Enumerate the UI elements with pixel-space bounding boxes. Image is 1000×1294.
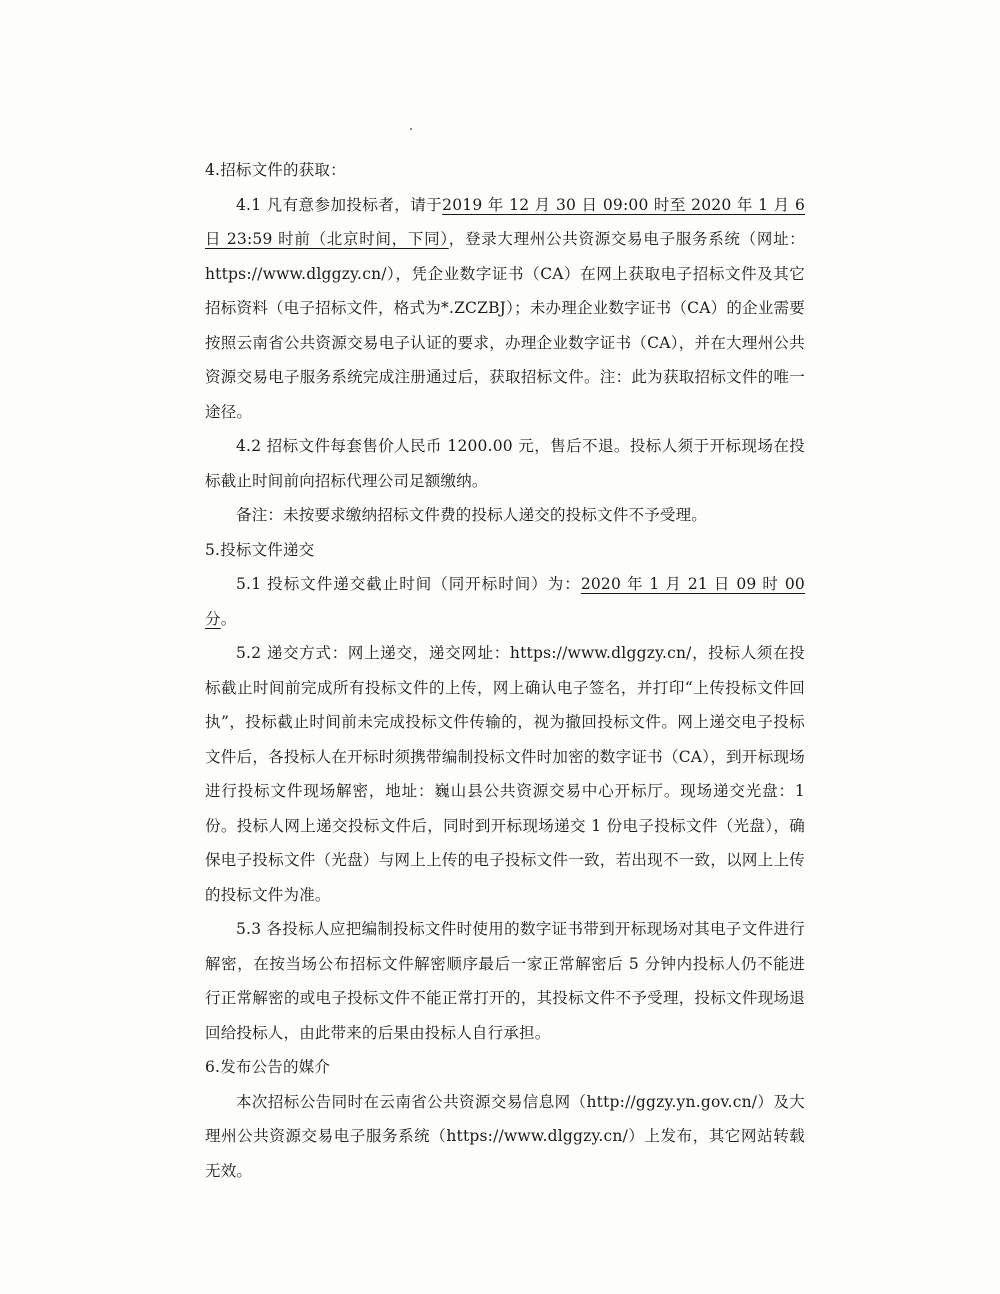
section-4-1-rest: ，登录大理州公共资源交易电子服务系统（网址：https://www.dlggzy.cn/），凭企业数字证书（CA）在网上获取电子招标文件及其它招标资料（电子招标文件，格式为*.ZCZBJ）；未办理企业数字证书（CA）的企业需要按照云南省公共资源交易电子认证的要求，办理企业数字证书（CA），并在大理州公共资源交易电子服务系统完成注册通过后，获取招标文件。注：此为获取招标文件的唯一途径。 xyxy=(205,230,805,421)
section-4-1-lead: 4.1 凡有意参加投标者，请于 xyxy=(236,195,443,214)
section-6-paragraph: 本次招标公告同时在云南省公共资源交易信息网（http://ggzy.yn.gov.cn/）及大理州公共资源交易电子服务系统（https://www.dlggzy.cn/）上发布，其它网站转载无效。 xyxy=(205,1092,805,1180)
section-4-note: 备注：未按要求缴纳招标文件费的投标人递交的投标文件不予受理。 xyxy=(236,506,708,524)
section-4-heading: 4.招标文件的获取： xyxy=(205,161,346,179)
section-5-3-paragraph: 5.3 各投标人应把编制投标文件时使用的数字证书带到开标现场对其电子文件进行解密，在按当场公布招标文件解密顺序最后一家正常解密后 5 分钟内投标人仍不能进行正常解密的或电子投标文件不能正常打开的，其投标文件不予受理，投标文件现场退回给投标人，由此带来的后果由投标人自行承担。 xyxy=(205,920,805,1042)
section-5-1-lead: 5.1 投标文件递交截止时间（同开标时间）为： xyxy=(236,575,581,593)
section-4-2-paragraph: 4.2 招标文件每套售价人民币 1200.00 元，售后不退。投标人须于开标现场在投标截止时间前向招标代理公司足额缴纳。 xyxy=(205,437,805,490)
section-5-2-paragraph: 5.2 递交方式：网上递交，递交网址：https://www.dlggzy.cn/，投标人须在投标截止时间前完成所有投标文件的上传，网上确认电子签名，并打印“上传投标文件回执”，投标截止时间前未完成投标文件传输的，视为撤回投标文件。网上递交电子投标文件后，各投标人在开标时须携带编制投标文件时加密的数字证书（CA），到开标现场进行投标文件现场解密，地址：巍山县公共资源交易中心开标厅。现场递交光盘：1 份。投标人网上递交投标文件后，同时到开标现场递交 1 份电子投标文件（光盘），确保电子投标文件（光盘）与网上上传的电子投标文件一致，若出现不一致，以网上上传的投标文件为准。 xyxy=(205,644,805,904)
scan-speck xyxy=(410,128,412,130)
section-5-heading: 5.投标文件递交 xyxy=(205,540,315,559)
section-6-heading: 6.发布公告的媒介 xyxy=(205,1058,331,1076)
section-5-1-paragraph xyxy=(205,567,805,636)
section-4-1-deadline: 2019 年 12 月 30 日 09:00 时至 2020 年 1 月 6 日 23:59 时前（北京时间，下同） xyxy=(205,195,806,248)
document-body xyxy=(205,153,805,1188)
section-5-1-deadline: 2020 年 1 月 21 日 09 时 00 分 xyxy=(205,575,805,628)
section-5-1-rest: 。 xyxy=(220,609,237,628)
section-4-1-paragraph xyxy=(205,188,805,430)
